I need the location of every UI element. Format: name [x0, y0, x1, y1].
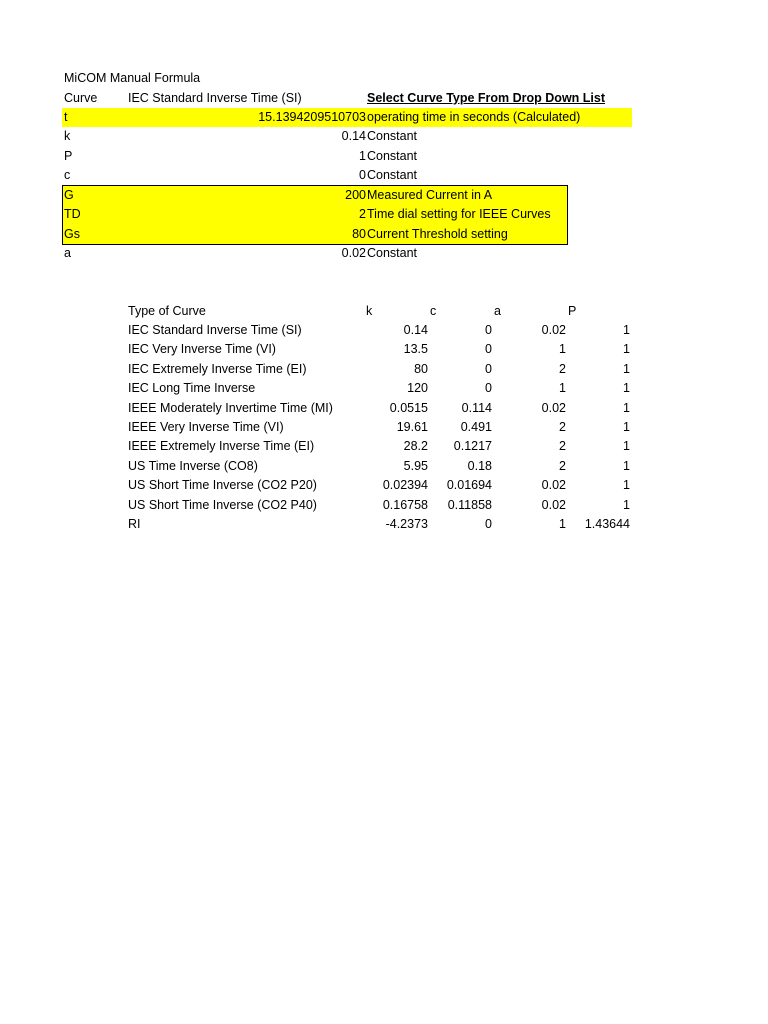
cell-curve-type[interactable]: IEEE Moderately Invertime Time (MI) — [128, 400, 333, 415]
curve-label: Curve — [64, 91, 98, 105]
cell-curve-type[interactable]: US Time Inverse (CO8) — [128, 458, 258, 473]
curve-dropdown-value[interactable]: IEC Standard Inverse Time (SI) — [128, 91, 302, 105]
table-header-c: c — [430, 304, 437, 318]
cell-c[interactable]: 0 — [485, 323, 492, 337]
param-desc-k: Constant — [367, 129, 418, 143]
param-name-gs: Gs — [64, 227, 80, 241]
cell-curve-type[interactable]: IEC Extremely Inverse Time (EI) — [128, 361, 307, 376]
cell-k[interactable]: 0.14 — [403, 323, 428, 337]
param-desc-gs: Current Threshold setting — [367, 227, 508, 241]
cell-p[interactable]: 1 — [623, 458, 630, 473]
cell-k[interactable]: 0.0515 — [389, 400, 428, 415]
cell-c[interactable]: 0.1217 — [453, 439, 492, 454]
dropdown-instruction: Select Curve Type From Drop Down List — [367, 91, 606, 105]
cell-a[interactable]: 0.02 — [541, 400, 566, 415]
cell-curve-type[interactable]: IEEE Extremely Inverse Time (EI) — [128, 439, 315, 454]
cell-k[interactable]: 19.61 — [396, 420, 428, 434]
cell-k[interactable]: -4.2373 — [385, 517, 428, 531]
cell-a[interactable]: 0.02 — [541, 478, 566, 493]
cell-curve-type[interactable]: US Short Time Inverse (CO2 P20) — [128, 478, 317, 493]
param-value-gs[interactable]: 80 — [352, 227, 366, 241]
cell-k[interactable]: 0.16758 — [382, 497, 428, 512]
param-desc-td: Time dial setting for IEEE Curves — [367, 207, 551, 221]
param-name-p: P — [64, 149, 73, 163]
param-desc-c: Constant — [367, 168, 418, 182]
cell-k[interactable]: 5.95 — [403, 458, 428, 473]
table-header-k: k — [366, 304, 373, 318]
cell-p[interactable]: 1 — [623, 381, 630, 396]
param-desc-a: Constant — [367, 246, 418, 260]
cell-k[interactable]: 0.02394 — [382, 478, 428, 493]
cell-curve-type[interactable]: RI — [128, 517, 141, 531]
cell-p[interactable]: 1 — [623, 420, 630, 434]
cell-c[interactable]: 0.01694 — [446, 478, 492, 493]
cell-c[interactable]: 0.18 — [467, 458, 492, 473]
cell-a[interactable]: 2 — [559, 420, 566, 434]
cell-a[interactable]: 1 — [559, 517, 566, 531]
param-value-c[interactable]: 0 — [359, 168, 366, 182]
param-name-c: c — [64, 168, 71, 182]
param-value-g[interactable]: 200 — [345, 188, 366, 202]
param-value-p[interactable]: 1 — [359, 149, 366, 163]
cell-c[interactable]: 0 — [485, 361, 492, 376]
param-name-k: k — [64, 129, 71, 143]
cell-curve-type[interactable]: IEC Long Time Inverse — [128, 381, 256, 396]
cell-p[interactable]: 1.43644 — [584, 517, 630, 531]
cell-p[interactable]: 1 — [623, 497, 630, 512]
cell-p[interactable]: 1 — [623, 361, 630, 376]
table-header-p: P — [568, 304, 577, 318]
cell-curve-type[interactable]: US Short Time Inverse (CO2 P40) — [128, 497, 317, 512]
param-name-t: t — [64, 110, 68, 124]
param-desc-p: Constant — [367, 149, 418, 163]
param-value-td[interactable]: 2 — [359, 207, 366, 221]
cell-k[interactable]: 13.5 — [403, 342, 428, 357]
cell-a[interactable]: 2 — [559, 458, 566, 473]
param-desc-g: Measured Current in A — [367, 188, 493, 202]
cell-c[interactable]: 0 — [485, 381, 492, 396]
cell-curve-type[interactable]: IEC Standard Inverse Time (SI) — [128, 323, 302, 337]
cell-c[interactable]: 0.491 — [460, 420, 492, 434]
cell-c[interactable]: 0.114 — [461, 400, 492, 415]
cell-a[interactable]: 0.02 — [541, 497, 566, 512]
cell-p[interactable]: 1 — [623, 323, 630, 337]
param-name-a: a — [64, 246, 71, 260]
cell-c[interactable]: 0.11858 — [447, 497, 492, 512]
cell-k[interactable]: 120 — [407, 381, 428, 396]
cell-p[interactable]: 1 — [623, 439, 630, 454]
table-header-a: a — [494, 304, 501, 318]
param-value-k[interactable]: 0.14 — [341, 129, 366, 143]
cell-a[interactable]: 2 — [559, 439, 566, 454]
param-value-t[interactable]: 15.1394209510703 — [258, 110, 366, 124]
param-name-g: G — [64, 188, 74, 202]
cell-a[interactable]: 0.02 — [541, 323, 566, 337]
param-desc-t: operating time in seconds (Calculated) — [367, 110, 581, 124]
cell-p[interactable]: 1 — [623, 400, 630, 415]
cell-a[interactable]: 1 — [559, 342, 566, 357]
sheet-title: MiCOM Manual Formula — [64, 71, 201, 85]
cell-k[interactable]: 28.2 — [403, 439, 428, 454]
cell-p[interactable]: 1 — [623, 478, 630, 493]
cell-p[interactable]: 1 — [623, 342, 630, 357]
cell-a[interactable]: 2 — [559, 361, 566, 376]
cell-k[interactable]: 80 — [414, 361, 428, 376]
cell-curve-type[interactable]: IEC Very Inverse Time (VI) — [128, 342, 276, 357]
param-value-a[interactable]: 0.02 — [341, 246, 366, 260]
cell-c[interactable]: 0 — [485, 517, 492, 531]
table-header-type: Type of Curve — [128, 304, 206, 318]
cell-c[interactable]: 0 — [485, 342, 492, 357]
cell-a[interactable]: 1 — [559, 381, 566, 396]
param-name-td: TD — [64, 207, 81, 221]
cell-curve-type[interactable]: IEEE Very Inverse Time (VI) — [128, 420, 284, 434]
